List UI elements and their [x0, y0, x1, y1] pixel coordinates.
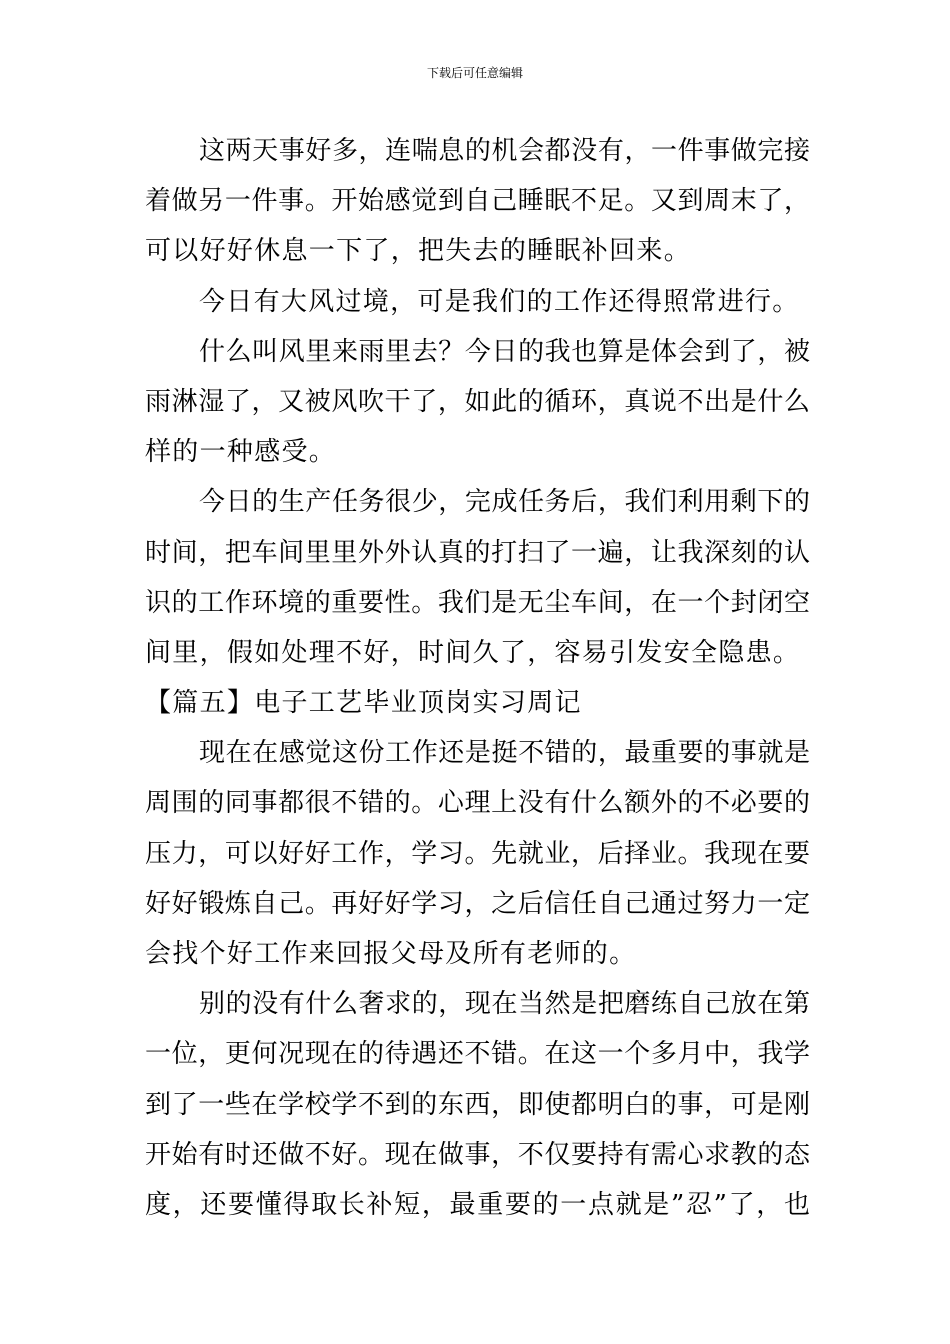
text-line: 今日有大风过境，可是我们的工作还得照常进行。	[199, 286, 800, 317]
text-line: 度，还要懂得取长补短，最重要的一点就是”忍”了，也	[145, 1189, 810, 1220]
text-line: 今日的生产任务很少，完成任务后，我们利用剩下的	[199, 487, 810, 518]
text-line: 间里，假如处理不好，时间久了，容易引发安全隐患。	[145, 637, 801, 668]
text-line: 周围的同事都很不错的。心理上没有什么额外的不必要的	[145, 788, 810, 819]
text-line: 一位，更何况现在的待遇还不错。在这一个多月中，我学	[145, 1039, 810, 1070]
section-heading: 【篇五】电子工艺毕业顶岗实习周记	[145, 688, 582, 719]
text-line: 现在在感觉这份工作还是挺不错的，最重要的事就是	[199, 738, 810, 769]
text-line: 好好锻炼自己。再好好学习，之后信任自己通过努力一定	[145, 888, 810, 919]
text-line: 会找个好工作来回报父母及所有老师的。	[145, 939, 637, 969]
page-header-note: 下载后可任意编辑	[426, 66, 523, 80]
text-line: 时间，把车间里里外外认真的打扫了一遍，让我深刻的认	[145, 537, 810, 568]
text-line: 雨淋湿了，又被风吹干了，如此的循环，真说不出是什么	[145, 386, 810, 417]
document-body	[145, 126, 810, 1230]
text-line: 这两天事好多，连喘息的机会都没有，一件事做完接	[199, 136, 810, 166]
text-line: 别的没有什么奢求的，现在当然是把磨练自己放在第	[199, 989, 810, 1020]
text-line: 什么叫风里来雨里去？今日的我也算是体会到了，被	[199, 336, 810, 367]
text-line: 到了一些在学校学不到的东西，即使都明白的事，可是刚	[145, 1089, 810, 1120]
text-line: 可以好好休息一下了，把失去的睡眠补回来。	[145, 236, 692, 267]
text-line: 着做另一件事。开始感觉到自己睡眠不足。又到周末了，	[145, 186, 810, 217]
text-line: 样的一种感受。	[145, 437, 337, 468]
text-line: 压力，可以好好工作，学习。先就业，后择业。我现在要	[145, 838, 810, 869]
text-line: 开始有时还做不好。现在做事，不仅要持有需心求教的态	[145, 1139, 810, 1170]
text-line: 识的工作环境的重要性。我们是无尘车间，在一个封闭空	[145, 587, 810, 618]
